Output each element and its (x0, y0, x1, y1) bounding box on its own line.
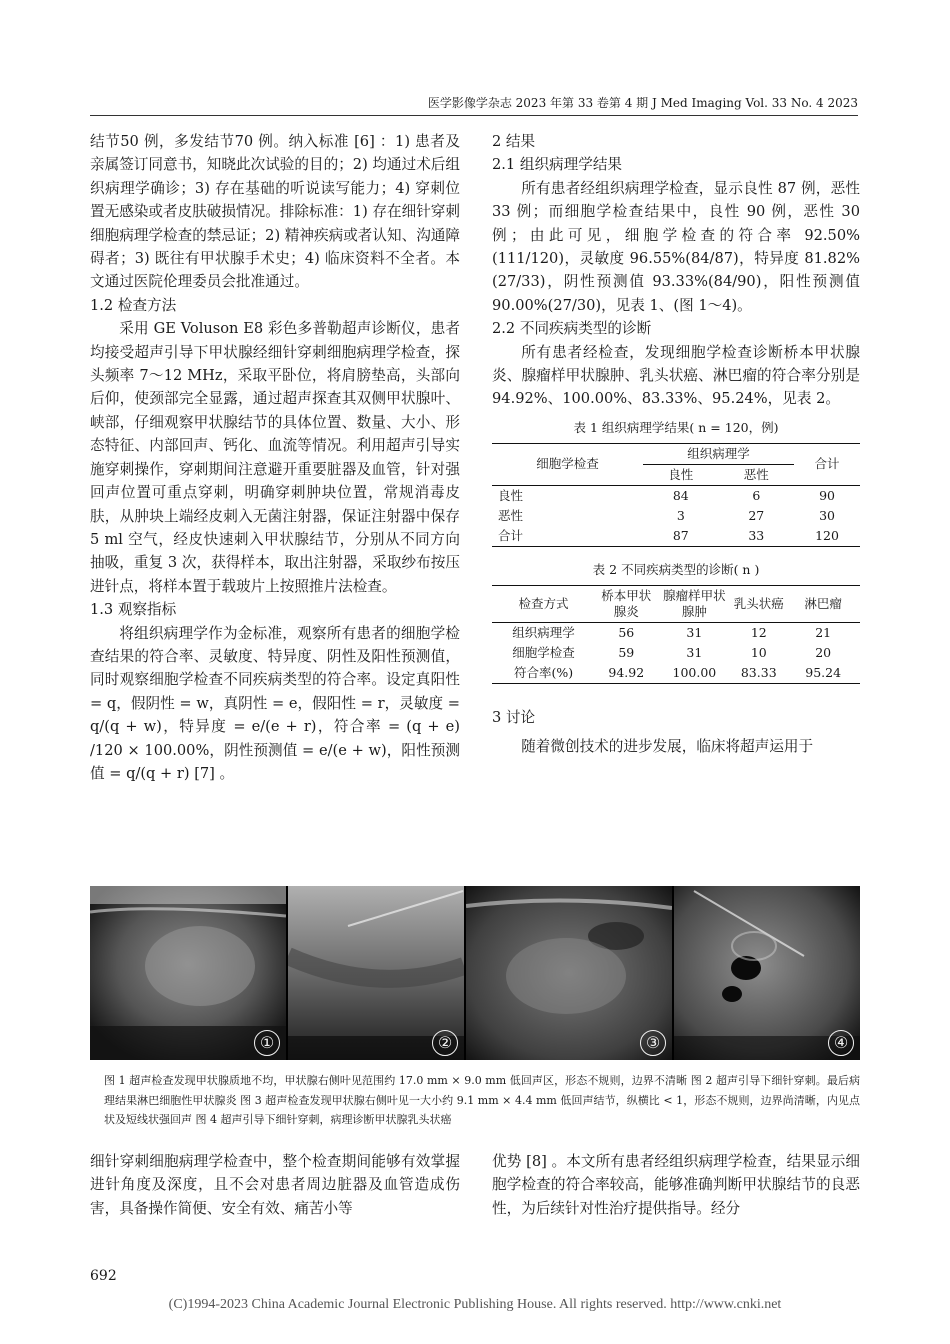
table1-col-malignant: 恶性 (743, 466, 769, 482)
table-cell: 95.24 (805, 664, 842, 680)
table-cell: 120 (815, 527, 839, 543)
table-cell: 84 (672, 487, 689, 503)
table-cell: 27 (748, 507, 765, 523)
table-cell: 组织病理学 (512, 624, 575, 640)
table-header-cell: 乳头状癌 (733, 595, 784, 611)
paragraph-disease-types: 所有患者经检查，发现细胞学检查诊断桥本甲状腺炎、腺瘤样甲状腺肿、乳头状癌、淋巴瘤的符合率分别是 94.92%、100.00%、83.33%、95.24%，见表 2。 (492, 343, 860, 408)
table-row (492, 622, 860, 643)
table-cell: 59 (618, 644, 635, 660)
ultrasound-image-2 (288, 886, 464, 1060)
table2 (492, 585, 860, 684)
table1 (492, 443, 860, 547)
paragraph-discussion: 随着微创技术的进步发展，临床将超声运用于 (521, 738, 814, 756)
copyright-footer: (C)1994-2023 China Academic Journal Electronic Publishing House. All rights reserved. http://www.cnki.net (168, 1297, 782, 1312)
heading-2-2: 2.2 不同疾病类型的诊断 (492, 320, 652, 338)
table-cell: 31 (686, 644, 703, 660)
table-cell: 3 (676, 507, 685, 523)
paragraph-results: 所有患者经组织病理学检查，显示良性 87 例，恶性 33 例；而细胞学检查结果中，良性 90 例，恶性 30 例；由此可见，细胞学检查的符合率 92.50%(111/120)，灵敏度 96.55%(84/87)，特异度 81.82%(27/33)，阴性预测值 93.33%(84/90)，阳性预测值 90.00%(27/30)，见表 1、(图 1～4)。 (492, 179, 860, 314)
table-cell: 10 (750, 644, 767, 660)
bottom-left-text: 细针穿刺细胞病理学检查中，整个检查期间能够有效掌握进针角度及深度，且不会对患者周边脏器及血管造成伤害，具备操作简便、安全有效、痛苦小等 (90, 1153, 460, 1217)
table1-caption: 表 1 组织病理学结果( n = 120，例) (573, 419, 779, 435)
table-header-cell: 淋巴瘤 (804, 595, 842, 611)
page-number: 692 (90, 1268, 117, 1284)
table1-col-group: 组织病理学 (643, 443, 794, 464)
table-cell: 细胞学检查 (512, 644, 575, 660)
table-cell: 符合率(%) (513, 664, 574, 680)
left-column (90, 130, 460, 785)
table-cell: 33 (748, 527, 765, 543)
figure-caption: 图 1 超声检查发现甲状腺质地不均，甲状腺右侧叶见范围约 17.0 mm × 9.0 mm 低回声区，形态不规则，边界不清晰 图 2 超声引导下细针穿刺。最后病理结果淋巴细胞性甲状腺炎 图 3 超声检查发现甲状腺右侧叶见一大小约 9.1 mm × 4.4 mm 低回声结节，纵横比 < 1，形态不规则，边界尚清晰，内见点状及短线状强回声 图 4 超声引导下细针穿刺，病理诊断甲状腺乳头状癌 (104, 1074, 860, 1126)
table-cell: 30 (819, 507, 835, 523)
ultrasound-figure (90, 886, 860, 1060)
table-row (492, 643, 860, 663)
ultrasound-image-3 (466, 886, 672, 1060)
table1-col-benign: 良性 (668, 466, 694, 482)
right-column (492, 130, 860, 759)
paragraph-inclusion-criteria: 结节50 例，多发结节70 例。纳入标准 [6] ：1) 患者及亲属签订同意书，知晓此次试验的目的；2) 均通过术后组织病理学确诊；3) 存在基础的听说读写能力；4) 穿刺位置无感染或者皮肤破损情况。排除标准：1) 存在细针穿刺细胞病理学检查的禁忌证；2) 精神疾病或者认知、沟通障碍者；3) 既往有甲状腺手术史；4) 临床资料不全者。本文通过医院伦理委员会批准通过。 (90, 133, 460, 291)
figure-label-1: ① (254, 1030, 280, 1056)
table-cell: 31 (686, 624, 703, 640)
table-row (492, 663, 860, 684)
table1-row-header: 细胞学检查 (536, 456, 599, 472)
table-cell: 83.33 (740, 664, 777, 680)
table2-caption: 表 2 不同疾病类型的诊断( n ) (592, 561, 760, 577)
heading-2-1: 2.1 组织病理学结果 (492, 156, 623, 174)
figure-label-2: ② (432, 1030, 458, 1056)
table-cell: 100.00 (672, 664, 717, 680)
table-cell: 56 (618, 624, 635, 640)
table-row (492, 526, 860, 547)
ultrasound-image-1 (90, 886, 286, 1060)
table-cell: 20 (815, 644, 832, 660)
running-header: 医学影像学杂志 2023 年第 33 卷第 4 期 J Med Imaging Vol. 33 No. 4 2023 (427, 96, 858, 110)
ultrasound-image-4 (674, 886, 860, 1060)
table-cell: 87 (672, 527, 689, 543)
table-cell: 21 (815, 624, 832, 640)
heading-2: 2 结果 (492, 133, 536, 150)
table-header-cell: 腺瘤样甲状腺肿 (663, 587, 726, 619)
table-cell: 恶性 (498, 507, 524, 523)
bottom-right-text: 优势 [8] 。本文所有患者经组织病理学检查，结果显示细胞学检查的符合率较高，能够准确判断甲状腺结节的良恶性，为后续针对性治疗提供指导。经分 (492, 1153, 860, 1217)
table-row (492, 506, 860, 526)
table1-col-total: 合计 (814, 456, 840, 472)
table-cell: 合计 (498, 527, 524, 543)
table-cell: 良性 (498, 487, 524, 503)
table-header-cell: 桥本甲状腺炎 (601, 587, 652, 619)
figure-label-4: ④ (828, 1030, 854, 1056)
heading-1-3: 1.3 观察指标 (90, 601, 177, 619)
table-cell: 12 (750, 624, 767, 640)
table-cell: 6 (752, 487, 761, 503)
table-cell: 94.92 (608, 664, 645, 680)
paragraph-observation: 将组织病理学作为金标准，观察所有患者的细胞学检查结果的符合率、灵敏度、特异度、阴性及阳性预测值，同时观察细胞学检查不同疾病类型的符合率。设定真阳性 = q，假阴性 = w，真阴性 = e，假阳性 = r，灵敏度 = q/(q + w)，特异度 = e/(e + r)，符合率 = (q + e) /120 × 100.00%，阴性预测值 = e/(e + w)，阳性预测值 = q/(q + r) [7] 。 (90, 624, 460, 782)
heading-1-2: 1.2 检查方法 (90, 296, 177, 314)
figure-label-3: ③ (640, 1030, 666, 1056)
table-row (492, 485, 860, 506)
paragraph-method: 采用 GE Voluson E8 彩色多普勒超声诊断仪，患者均接受超声引导下甲状腺经细针穿刺细胞病理学检查，探头频率 7～12 MHz，采取平卧位，将肩膀垫高，头部向后仰，使颈部完全显露，通过超声探查其双侧甲状腺叶、峡部，仔细观察甲状腺结节的具体位置、数量、大小、形态特征、内部回声、钙化、血流等情况。利用超声引导实施穿刺操作，穿刺期间注意避开重要脏器及血管，针对强回声位置可重点穿刺，明确穿刺肿块位置，常规消毒皮肤，从肿块上端经皮刺入无菌注射器，保证注射器中保存 5 ml 空气，经皮快速刺入甲状腺结节，分别从不同方向抽吸，重复 3 次，获得样本，取出注射器，采取纱布按压进针点，将样本置于载玻片上按照推片法检查。 (90, 320, 460, 595)
table-cell: 90 (819, 487, 835, 503)
header-rule (90, 115, 858, 116)
table-header-cell: 检查方式 (518, 595, 569, 611)
heading-3: 3 讨论 (492, 708, 536, 726)
